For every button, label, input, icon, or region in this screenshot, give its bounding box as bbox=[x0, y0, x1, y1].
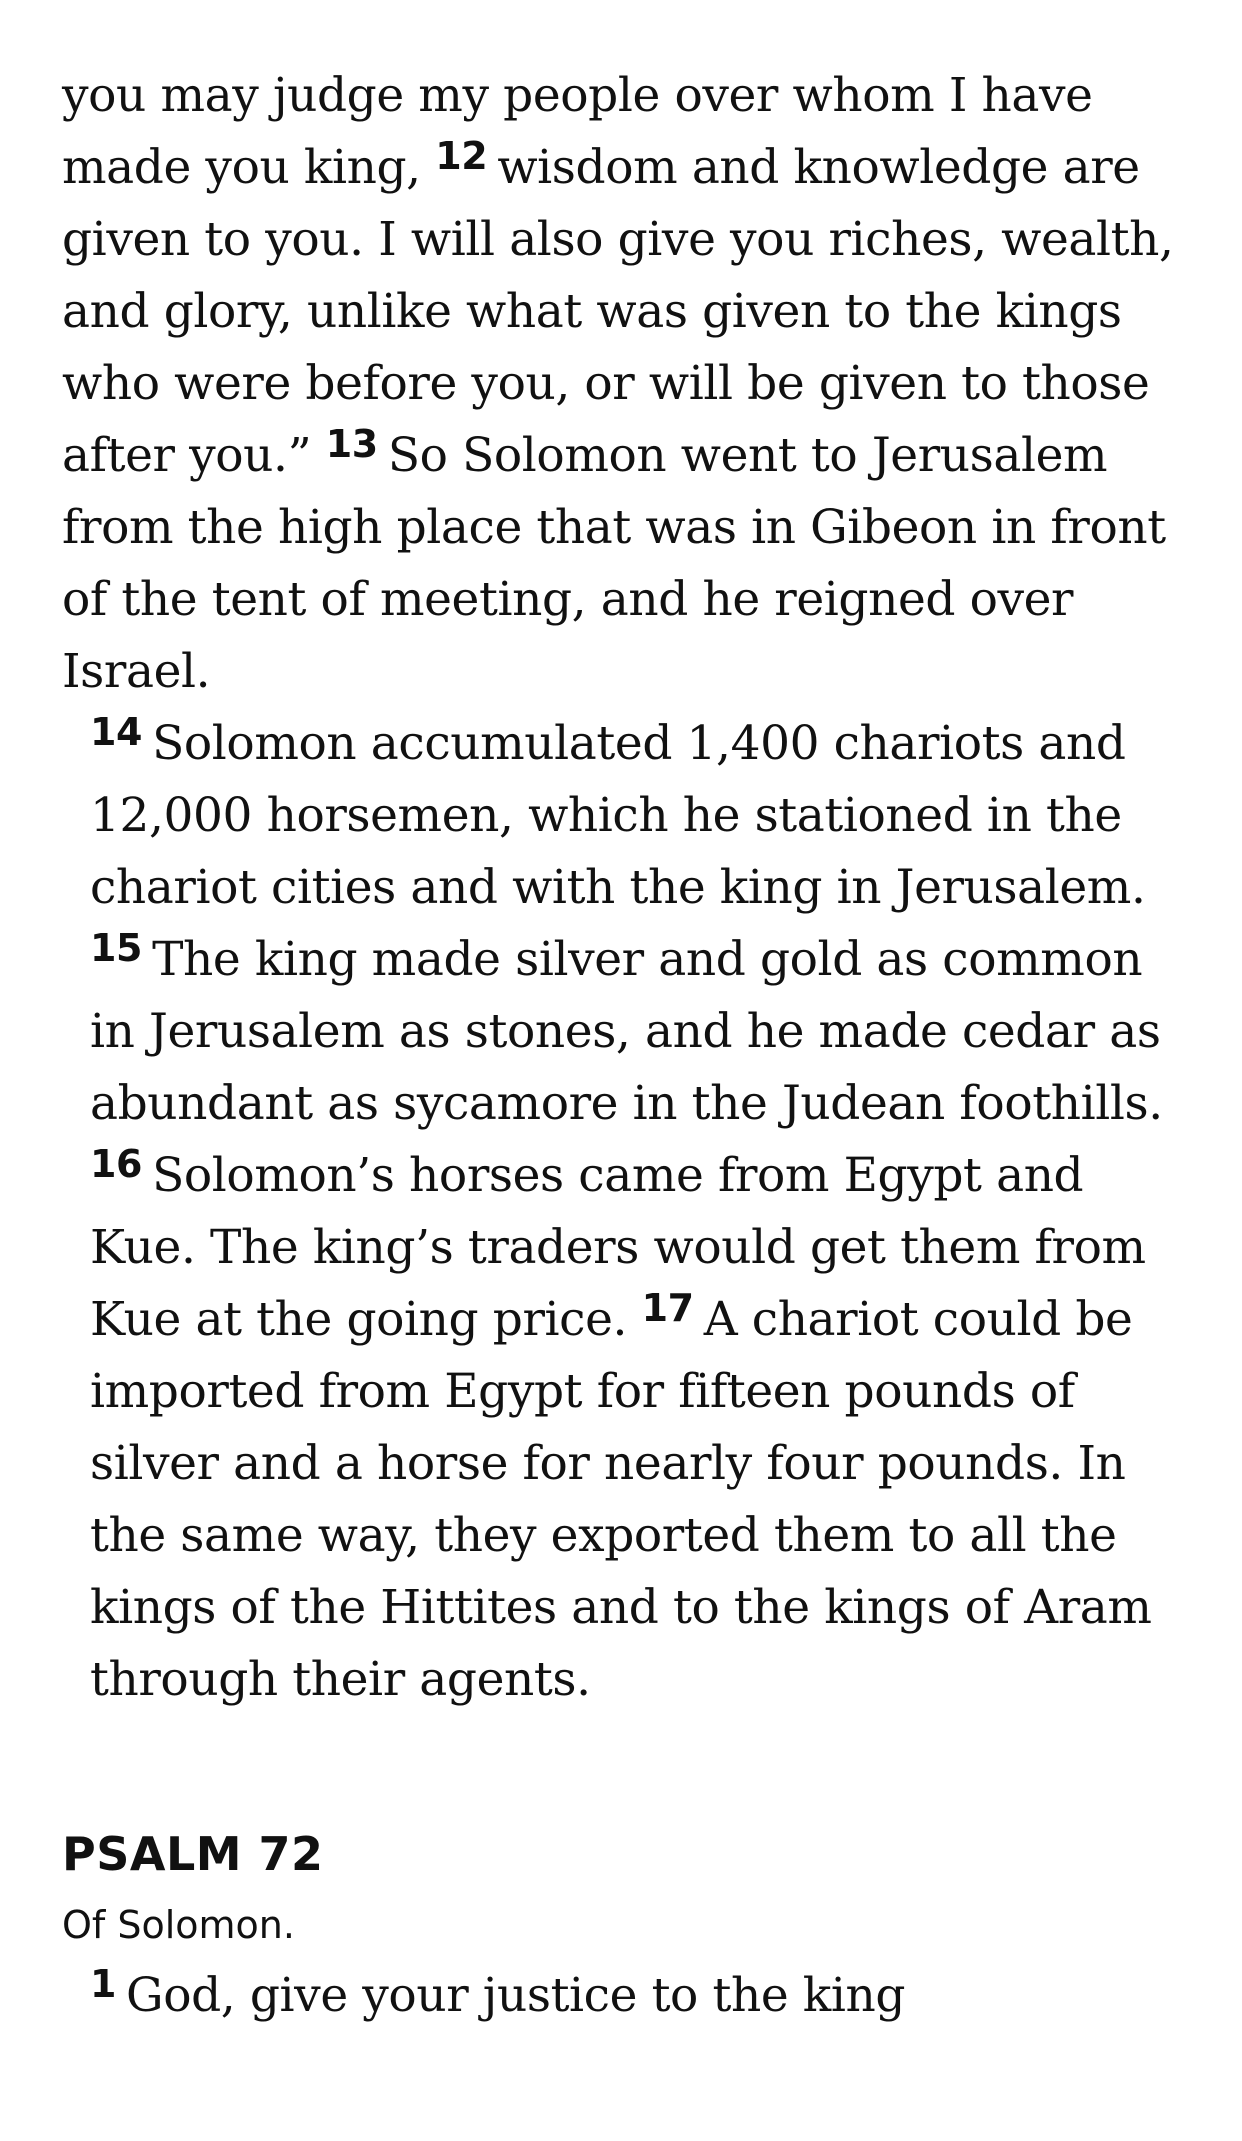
verse-number-16[interactable]: 16 bbox=[90, 1142, 143, 1186]
paragraph-verses-14-17 bbox=[62, 708, 1182, 1716]
verse-text: Solomon accumulated 1,400 chariots and 12,000 horsemen, which he stationed in the chariot cities and with the king in Jerusalem. bbox=[90, 716, 1146, 915]
verse-text: Solomon’s horses came from Egypt and Kue. The king’s traders would get them from Kue at the going price. bbox=[90, 1148, 1146, 1347]
verse-number-12[interactable]: 12 bbox=[435, 134, 488, 178]
verse-text: wisdom and knowledge are given to you. I will also give you riches, wealth, and glory, unlike what was given to the kings who were before you, or will be given to those after you.” bbox=[62, 140, 1174, 483]
verse-number-15[interactable]: 15 bbox=[90, 926, 143, 970]
verse-text: The king made silver and gold as common in Jerusalem as stones, and he made cedar as abundant as sycamore in the Judean foothills. bbox=[90, 932, 1163, 1131]
verse-text: you may judge my people over whom I have made you king, bbox=[62, 68, 1093, 195]
scripture-passage bbox=[62, 60, 1182, 1716]
psalm-heading: PSALM 72 bbox=[62, 1827, 324, 1881]
verse-number-1[interactable]: 1 bbox=[90, 1962, 117, 2006]
verse-number-14[interactable]: 14 bbox=[90, 710, 143, 754]
verse-number-13[interactable]: 13 bbox=[325, 422, 378, 466]
verse-text: God, give your justice to the king bbox=[126, 1968, 906, 2023]
paragraph-verses-11-13 bbox=[62, 60, 1182, 708]
verse-number-17[interactable]: 17 bbox=[641, 1286, 694, 1330]
psalm-verse-line bbox=[62, 1960, 1182, 2032]
verse-text: So Solomon went to Jerusalem from the high place that was in Gibeon in front of the tent of meeting, and he reigned over Israel. bbox=[62, 428, 1166, 699]
psalm-superscription: Of Solomon. bbox=[62, 1903, 295, 1947]
verse-text: A chariot could be imported from Egypt for fifteen pounds of silver and a horse for nearly four pounds. In the same way, they exported them to all the kings of the Hittites and to the kings of Aram through their agents. bbox=[90, 1292, 1152, 1707]
